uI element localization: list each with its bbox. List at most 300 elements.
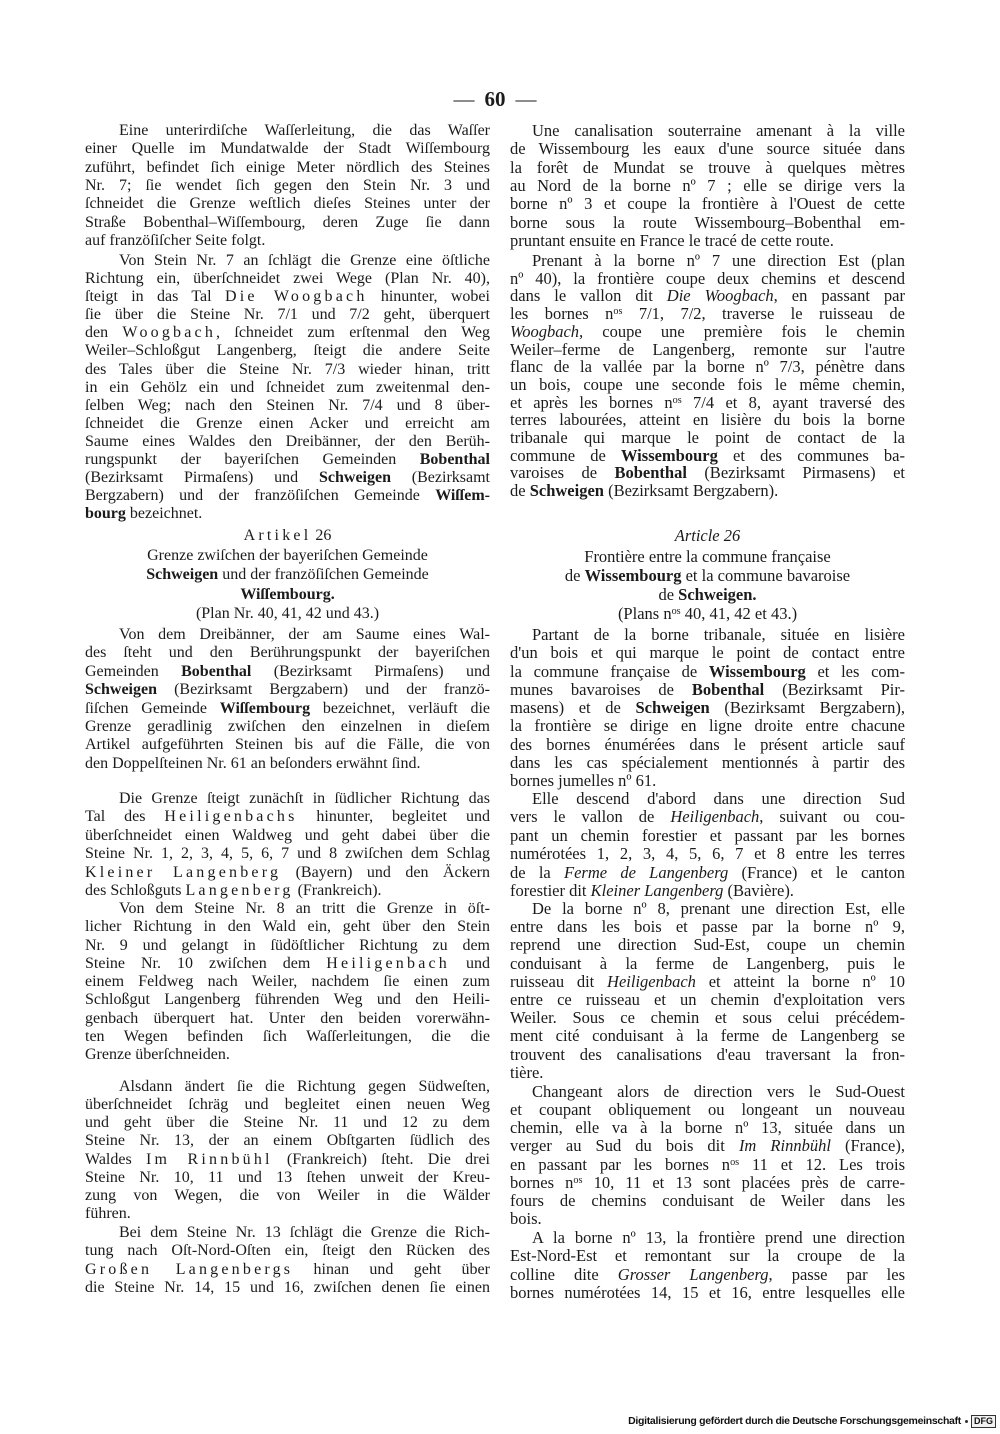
bold-text: Schweigen xyxy=(635,698,710,717)
text-run: verger au Sud du bois dit xyxy=(510,1136,739,1156)
text-run: (Bezirksamt Bergzabern), xyxy=(709,698,905,717)
italic-text: Im Rinnbühl xyxy=(738,1136,831,1156)
bold-text: Schweigen xyxy=(529,481,604,501)
text-run: ruisseau dit xyxy=(510,971,608,991)
text-line xyxy=(510,626,905,644)
text-run: Steine Nr. 10 zwiſchen dem xyxy=(85,954,327,972)
text-run: en passant par les bornes n xyxy=(510,1154,731,1174)
paragraph xyxy=(85,122,490,250)
text-run: einem Feldweg nach Weiler, nachdem ſie einen zum xyxy=(85,973,490,990)
text-line xyxy=(510,159,905,177)
text-line xyxy=(85,644,490,662)
text-run: (Bezirksamt Pirmaſens) und xyxy=(85,469,319,487)
paragraph xyxy=(85,252,490,523)
text-line xyxy=(510,482,905,500)
text-run: varoises de xyxy=(510,463,615,483)
text-line xyxy=(510,177,905,195)
text-run: Steine Nr. 10, 11 und 13 ſtehen unweit der Kreu- xyxy=(85,1168,490,1186)
french-column xyxy=(510,0,905,1434)
text-run: pant un chemin forestier et passant par les bornes xyxy=(510,825,905,845)
text-run: entre dans les bois et passe par la borne nº 9, xyxy=(510,917,905,937)
text-run: la commune française de xyxy=(510,661,709,681)
bold-text: Schweigen xyxy=(85,681,157,699)
italic-text: Ferme de Langenberg xyxy=(564,862,729,882)
text-line xyxy=(85,252,490,270)
text-line xyxy=(510,808,905,826)
text-line xyxy=(510,232,905,250)
text-run: (Bezirksamt Pir- xyxy=(764,679,906,699)
text-line xyxy=(85,505,490,523)
text-run: zuführt, befindet ſich einige Meter nördlich des Steines xyxy=(85,158,490,176)
text-run: licher Richtung in den Wald ein, geht über den Stein xyxy=(85,918,490,936)
text-run: forestier dit xyxy=(510,881,591,901)
text-run: ſelben Weg; nach den Steinen Nr. 7/4 und 8 über- xyxy=(85,396,490,414)
german-column xyxy=(85,0,490,1434)
text-run: Bei dem Steine Nr. 13 ſchlägt die Grenze die Rich- xyxy=(119,1224,490,1241)
text-run: 7/1, 7/2, traverse le ruisseau de xyxy=(622,304,905,324)
text-line xyxy=(510,827,905,845)
text-line xyxy=(510,358,905,376)
text-line xyxy=(510,864,905,882)
text-line xyxy=(510,900,905,918)
text-line xyxy=(510,394,905,412)
text-run: et des communes ba- xyxy=(717,445,905,465)
text-line xyxy=(85,415,490,433)
text-line xyxy=(510,845,905,863)
paragraph xyxy=(510,1229,905,1302)
text-run: de la xyxy=(510,862,564,882)
text-run: überſchneidet einen Waldweg und geht dabei über die xyxy=(85,826,490,844)
text-line xyxy=(510,1192,905,1210)
text-line xyxy=(85,1205,490,1223)
superscript-text: os xyxy=(573,1174,583,1186)
bold-text: Bobenthal xyxy=(181,662,252,680)
text-run: rungspunkt der bayeriſchen Gemeinden xyxy=(85,451,420,469)
text-run: nº 40), la frontière coupe deux chemins et descend xyxy=(510,268,905,288)
text-run: Steine Nr. 13, der an einem Obſtgarten ſüdlich des xyxy=(85,1132,490,1150)
text-line xyxy=(85,626,490,644)
text-line xyxy=(85,845,490,863)
text-run: un bois, coupe une seconde fois le même chemin, xyxy=(510,374,905,394)
text-line xyxy=(510,526,905,545)
text-line xyxy=(510,936,905,954)
text-line xyxy=(85,1187,490,1205)
text-run: Partant de la borne tribanale, située en lisière xyxy=(532,625,905,644)
text-run: (Frankreich). xyxy=(293,882,382,900)
bold-text: Wissembourg xyxy=(584,566,682,585)
text-run: pruntant ensuite en France le tracé de cette route. xyxy=(510,230,834,250)
text-line xyxy=(85,585,490,604)
header-dash: — xyxy=(453,87,475,111)
text-line xyxy=(85,718,490,736)
text-line xyxy=(510,1083,905,1101)
text-line xyxy=(510,376,905,394)
text-line xyxy=(85,681,490,699)
spaced-text: Langenberg xyxy=(185,882,294,900)
text-run: Von dem Dreibänner, der am Saume eines Wal- xyxy=(119,626,490,643)
bold-text: Wiſſembourg xyxy=(219,699,311,717)
text-line xyxy=(85,864,490,882)
text-run: masens) et de xyxy=(510,698,636,717)
text-line xyxy=(85,122,490,140)
text-line xyxy=(510,1284,905,1302)
article-title xyxy=(510,547,905,623)
text-line xyxy=(510,1119,905,1137)
dfg-logo-icon: DFG xyxy=(971,1415,996,1428)
text-line xyxy=(510,1247,905,1265)
superscript-text: os xyxy=(613,306,623,317)
text-line xyxy=(510,411,905,429)
text-run: vers le vallon de xyxy=(510,807,671,827)
text-line xyxy=(510,214,905,232)
text-line xyxy=(510,736,905,754)
bold-text: Wissembourg xyxy=(708,661,806,681)
text-run: Die Grenze ſteigt zunächſt in ſüdlicher Richtung das xyxy=(119,790,490,807)
text-run: trouvent des canalisations d'eau traversant la fron- xyxy=(510,1044,905,1064)
italic-text: Grosser Langenberg xyxy=(617,1264,769,1284)
text-run: reprend une direction Sud-Est, coupe un chemin xyxy=(510,935,905,955)
italic-text: Die Woogbach xyxy=(666,286,774,306)
text-line xyxy=(510,122,905,140)
text-line xyxy=(510,1137,905,1155)
digitization-credit xyxy=(628,1413,996,1429)
header-dash: — xyxy=(515,87,537,111)
paragraph xyxy=(510,790,905,900)
text-run: Prenant à la borne nº 7 une direction Est (plan xyxy=(532,251,905,270)
text-line xyxy=(85,604,490,623)
text-line xyxy=(85,1224,490,1242)
spaced-text: Die Woogbach xyxy=(224,288,368,306)
text-run: Nr. 7; ſie wendet ſich gegen den Stein Nr. 3 und xyxy=(85,176,490,194)
text-line xyxy=(85,1169,490,1187)
bold-text: Wissembourg xyxy=(620,445,718,465)
text-line xyxy=(85,1279,490,1297)
text-line xyxy=(510,644,905,662)
text-run: la forêt de Mundat se trouve à quelques mètres xyxy=(510,157,905,177)
text-line xyxy=(85,270,490,288)
text-run: tung nach Oſt-Nord-Oſten ein, ſteigt den Rücken des xyxy=(85,1242,490,1260)
bold-text: Bobenthal xyxy=(419,451,490,469)
text-line xyxy=(510,1027,905,1045)
article-title xyxy=(85,546,490,623)
text-line xyxy=(85,195,490,213)
text-line xyxy=(85,379,490,397)
text-line xyxy=(85,306,490,324)
text-run: (France), xyxy=(830,1136,905,1156)
text-run: fours de chemins conduisant de Weiler dans les xyxy=(510,1190,905,1210)
text-line xyxy=(85,1010,490,1028)
paragraph xyxy=(510,900,905,1082)
text-run: (Bayern) und den Äckern xyxy=(281,863,491,881)
text-run: Une canalisation souterraine amenant à la ville xyxy=(532,121,905,140)
text-run: ſchneidet die Grenze weſtlich dieſes Steines unter der xyxy=(85,195,490,213)
text-line xyxy=(85,973,490,991)
text-run: de xyxy=(658,585,679,604)
text-run: Artikel aufgeführten Steinen bis auf die Fälle, die von xyxy=(85,736,490,754)
text-line xyxy=(510,585,905,604)
text-line xyxy=(85,546,490,565)
text-line xyxy=(510,754,905,772)
text-line xyxy=(510,790,905,808)
text-run: Von Stein Nr. 7 an ſchlägt die Grenze eine öſtliche xyxy=(119,252,490,269)
text-run: hinunter, begleitet und xyxy=(297,808,491,826)
text-run: munes bavaroises de xyxy=(510,679,692,699)
text-line xyxy=(85,433,490,451)
text-line xyxy=(510,270,905,288)
text-line xyxy=(510,699,905,717)
text-line xyxy=(85,1078,490,1096)
text-run: (Bezirksamt Pirmasens) et xyxy=(686,463,905,483)
text-line xyxy=(510,195,905,213)
text-run: flanc de la vallée par la borne nº 7/3, pénètre dans xyxy=(510,357,905,377)
text-run: bornes numérotées 14, 15 et 16, entre lesquelles elle xyxy=(510,1282,905,1302)
text-run: (Bezirksamt Bergzabern) und der franzö- xyxy=(157,681,490,699)
text-run: A la borne nº 13, la frontière prend une direction xyxy=(532,1228,905,1247)
text-run: ſteigt in das Tal xyxy=(85,288,225,306)
text-line xyxy=(510,140,905,158)
text-line xyxy=(510,341,905,359)
text-line xyxy=(85,1028,490,1046)
spaced-text: Großen Langenbergs xyxy=(85,1260,294,1278)
text-run: des Schloßguts xyxy=(85,882,186,900)
italic-text: Kleiner Langenberg xyxy=(590,881,724,901)
text-run: bornes n xyxy=(510,1172,574,1192)
text-line xyxy=(510,681,905,699)
text-line xyxy=(85,882,490,900)
text-line xyxy=(510,918,905,936)
text-run: colline dite xyxy=(510,1264,618,1284)
paragraph xyxy=(85,626,490,773)
bold-text: bourg xyxy=(85,505,126,523)
text-line xyxy=(85,991,490,1009)
text-run: ſie über die Steine Nr. 7/1 und 7/2 geht, überquert xyxy=(85,306,490,324)
text-line xyxy=(510,772,905,790)
text-run: les bornes n xyxy=(510,304,614,324)
text-line xyxy=(85,937,490,955)
text-run: Weiler. Sous ce chemin et sous celui précédem- xyxy=(510,1008,905,1028)
text-run: (Frankreich) ſteht. Die drei xyxy=(272,1150,490,1168)
italic-text: Woogbach, xyxy=(510,321,584,341)
text-line xyxy=(510,973,905,991)
text-run: de xyxy=(564,566,585,585)
text-run: Elle descend d'abord dans une direction Sud xyxy=(532,789,905,808)
text-run: Grenze zwiſchen der bayeriſchen Gemeinde xyxy=(147,547,428,564)
text-run: (Bezirksamt Pirmaſens) und xyxy=(251,662,491,680)
text-run: et les com- xyxy=(805,661,906,681)
superscript-text: os xyxy=(672,394,682,406)
text-run: überſchneidet ſchräg und begleitet einen neuen Weg xyxy=(85,1096,490,1114)
text-run: Schloßgut Langenberg führenden Weg und den Heili- xyxy=(85,991,490,1009)
text-run: auf franzöſiſcher Seite folgt. xyxy=(85,231,266,249)
text-run: et atteint la borne nº 10 xyxy=(695,971,905,991)
text-line xyxy=(85,526,490,545)
text-run: dans les cas spécialement mentionnés à partir des xyxy=(510,752,905,772)
text-run: conduisant à la ferme de Langenberg, puis le xyxy=(510,953,905,973)
article-label xyxy=(510,526,905,545)
text-line xyxy=(85,827,490,845)
text-run: commune de xyxy=(510,445,621,465)
spaced-text: Kleiner Langenberg xyxy=(85,863,282,881)
text-line xyxy=(510,1156,905,1174)
text-run: de Wissembourg les eaux d'une source située dans xyxy=(510,139,905,159)
text-run: bezeichnet, verläuft die xyxy=(310,699,490,717)
paragraph xyxy=(85,1224,490,1297)
text-run: den Doppelſteinen Nr. 61 an beſonders erwähnt ſind. xyxy=(85,754,421,772)
page-number: 60 xyxy=(484,87,506,111)
text-run: numérotées 1, 2, 3, 4, 5, 6, 7 et 8 entre les terres xyxy=(510,844,905,864)
text-run: und der franzöſiſchen Gemeinde xyxy=(218,566,429,584)
text-run: chemin, elle va à la borne nº 13, située dans un xyxy=(510,1118,905,1138)
text-line xyxy=(85,1151,490,1169)
text-run: et coupant obliquement ou longeant un nouveau xyxy=(510,1100,905,1120)
text-line xyxy=(85,232,490,250)
text-run: (Bavière). xyxy=(723,881,794,901)
text-line xyxy=(85,1046,490,1064)
text-run: die Steine Nr. 14, 15 und 16, zwiſchen denen ſie einen xyxy=(85,1278,490,1296)
text-line xyxy=(510,604,905,623)
text-run: des Tales über die Steine Nr. 7/3 wieder hinan, tritt xyxy=(85,360,490,378)
bold-text: Schweigen xyxy=(146,566,219,584)
spaced-text: Heiligenbach xyxy=(326,954,450,972)
text-run: Weiler–ferme de Langenberg, remonte sur l'autre xyxy=(510,339,905,359)
text-run: Gemeinden xyxy=(85,662,182,680)
text-line xyxy=(85,361,490,379)
text-run: De la borne nº 8, prenant une direction Est, elle xyxy=(532,899,905,918)
text-run: Waldes xyxy=(85,1150,146,1168)
text-run: (Bezirksamt xyxy=(390,469,490,487)
text-run: hinunter, wobei xyxy=(367,288,490,306)
text-line xyxy=(85,469,490,487)
text-line xyxy=(85,1132,490,1150)
text-line xyxy=(85,1114,490,1132)
text-run: des bornes énumérées dans le présent article sauf xyxy=(510,734,905,754)
text-line xyxy=(85,288,490,306)
text-line xyxy=(510,1046,905,1064)
bold-text: Bobenthal xyxy=(691,679,765,699)
paragraph xyxy=(510,122,905,250)
spaced-text: Woogbach xyxy=(122,324,217,342)
text-run: (France) et le canton xyxy=(728,862,905,882)
text-line xyxy=(510,1266,905,1284)
text-run: Changeant alors de direction vers le Sud-Ouest xyxy=(532,1082,905,1101)
paragraph xyxy=(510,1083,905,1228)
text-line xyxy=(85,487,490,505)
bold-text: Schweigen. xyxy=(678,585,757,604)
text-line xyxy=(85,214,490,232)
text-run: Saume eines Waldes den Dreibänner, der den Berüh- xyxy=(85,432,490,450)
text-run: bezeichnet. xyxy=(125,505,203,523)
superscript-text: os xyxy=(671,605,681,617)
text-run: et après les bornes n xyxy=(510,392,673,412)
text-run: tière. xyxy=(510,1062,544,1082)
text-line xyxy=(510,323,905,341)
text-run: au Nord de la borne nº 7 ; elle se dirige vers la xyxy=(510,175,905,195)
text-run: (Plan Nr. 40, 41, 42 und 43.) xyxy=(195,604,380,622)
text-run: Von dem Steine Nr. 8 an tritt die Grenze in öſt- xyxy=(119,900,490,917)
bullet-icon xyxy=(965,1420,968,1423)
text-run: bornes jumelles nº 61. xyxy=(510,771,657,790)
text-line xyxy=(510,547,905,566)
text-run: genbach überquert hat. Unter den beiden vorerwähn- xyxy=(85,1009,490,1027)
text-run: 11 et 12. Les trois xyxy=(739,1154,906,1174)
text-run: 26 xyxy=(311,527,332,544)
credit-text: Digitalisierung gefördert durch die Deutsche Forschungsgemeinschaft xyxy=(628,1415,961,1427)
text-line xyxy=(85,918,490,936)
text-run: hinan und geht über xyxy=(293,1260,490,1278)
text-line xyxy=(85,451,490,469)
text-run: , passe par les xyxy=(768,1264,905,1284)
text-run: Steine Nr. 1, 2, 3, 4, 5, 6, 7 und 8 zwiſchen dem Schlag xyxy=(85,845,490,863)
text-run: coupe une première fois le chemin xyxy=(583,321,905,341)
text-line xyxy=(85,397,490,415)
italic-text: Article 26 xyxy=(674,526,741,545)
text-line xyxy=(85,1261,490,1279)
text-run: ment cité conduisant à la ferme de Langenberg se xyxy=(510,1026,905,1046)
text-run: ſchneidet die Grenze einen Acker und erreicht am xyxy=(85,414,490,432)
text-run: in ein Gehölz ein und ſchneidet zum zweitenmal den- xyxy=(85,378,490,396)
text-line xyxy=(510,252,905,270)
text-run: , suivant ou cou- xyxy=(759,807,905,827)
text-run: tribanale qui marque le point de contact de la xyxy=(510,428,905,448)
text-line xyxy=(85,663,490,681)
text-run: (Plans n xyxy=(617,604,672,623)
text-line xyxy=(85,808,490,826)
text-line xyxy=(510,429,905,447)
text-run: Grenze überſchneiden. xyxy=(85,1046,230,1063)
text-run: Richtung ein, überſchneidet zwei Wege (Plan Nr. 40), xyxy=(85,270,490,288)
text-line xyxy=(85,1096,490,1114)
text-line xyxy=(510,287,905,305)
text-line xyxy=(510,1101,905,1119)
paragraph xyxy=(85,1078,490,1223)
paragraph xyxy=(85,790,490,900)
text-run: de xyxy=(510,481,530,501)
text-line xyxy=(85,736,490,754)
text-line xyxy=(85,177,490,195)
paragraph xyxy=(510,252,905,500)
text-run: borne nº 3 et coupe la frontière à l'Ouest de cette xyxy=(510,194,905,214)
text-run: und geht über die Steine Nr. 11 und 12 zu dem xyxy=(85,1114,490,1132)
spaced-text: Heiligenbachs xyxy=(164,808,298,826)
text-line xyxy=(85,955,490,973)
text-run: (Bezirksamt Bergzabern). xyxy=(603,481,779,501)
text-run: einer Quelle im Mundatwalde der Stadt Wiſſembourg xyxy=(85,140,490,158)
text-line xyxy=(85,1242,490,1260)
text-run: Weiler–Schloßgut Langenberg, ſteigt die andere Seite xyxy=(85,342,490,360)
bold-text: Schweigen xyxy=(318,469,391,487)
text-run: ſiſchen Gemeinde xyxy=(85,699,220,717)
text-line xyxy=(85,900,490,918)
text-run: Frontière entre la commune française xyxy=(584,547,831,566)
text-line xyxy=(85,324,490,342)
text-run: des ſteht und den Berührungspunkt der bayeriſchen xyxy=(85,644,490,662)
text-run: entre ce ruisseau et un chemin d'exploitation vers xyxy=(510,990,905,1010)
text-line xyxy=(510,1009,905,1027)
article-label xyxy=(85,526,490,545)
text-run: führen. xyxy=(85,1205,131,1223)
text-line xyxy=(85,159,490,177)
text-line xyxy=(510,991,905,1009)
text-run: bois. xyxy=(510,1209,542,1229)
text-line xyxy=(510,955,905,973)
text-line xyxy=(510,1174,905,1192)
bold-text: Bobenthal xyxy=(614,463,687,483)
text-line xyxy=(85,790,490,808)
text-run: dans le vallon dit xyxy=(510,286,667,306)
text-run: zung von Wegen, die von Weiler in die Wälder xyxy=(85,1186,490,1204)
text-line xyxy=(510,663,905,681)
spaced-text: Artikel xyxy=(243,527,312,544)
